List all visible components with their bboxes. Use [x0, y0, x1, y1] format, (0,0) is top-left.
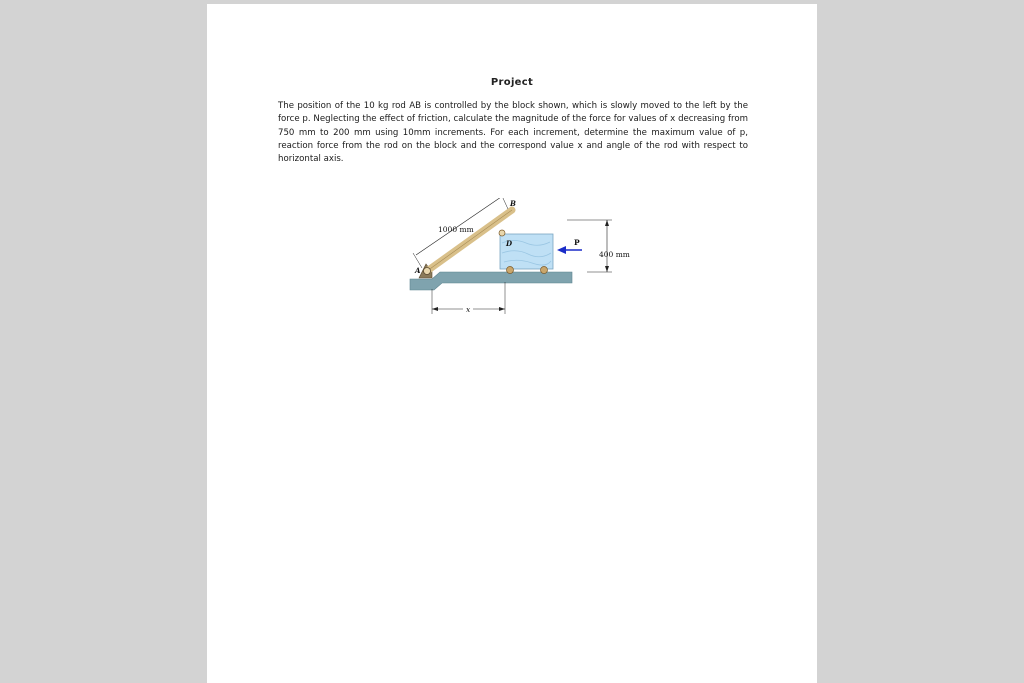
- label-p: P: [574, 238, 580, 247]
- document-page: [207, 4, 817, 683]
- label-b: B: [510, 199, 516, 208]
- dim-height-arrow-down: [605, 266, 609, 272]
- page-title: Project: [490, 77, 534, 88]
- dim-x-arrow-right: [499, 307, 505, 311]
- label-x: x: [466, 305, 471, 314]
- label-height: 400 mm: [599, 250, 630, 259]
- dim-rod-ext-b: [502, 198, 508, 209]
- dim-x-arrow-left: [432, 307, 438, 311]
- problem-paragraph: The position of the 10 kg rod AB is controlled by the block shown, which is slowly moved to the left by the force p. Neglecting the effect of friction, calculate the magnitude of the force for values of x decreasing from 750 mm to 200 mm using 10mm increments. For each increment, determine the maximum value of p, reaction force from the rod on the block and the correspond value x and angle of the rod with respect to horizontal axis.: [278, 101, 748, 165]
- dimension-annotations: [417, 214, 677, 324]
- label-rod-length: 1000 mm: [438, 225, 474, 234]
- label-d: D: [506, 239, 513, 248]
- label-a: A: [415, 266, 421, 275]
- dim-height-arrow-up: [605, 220, 609, 226]
